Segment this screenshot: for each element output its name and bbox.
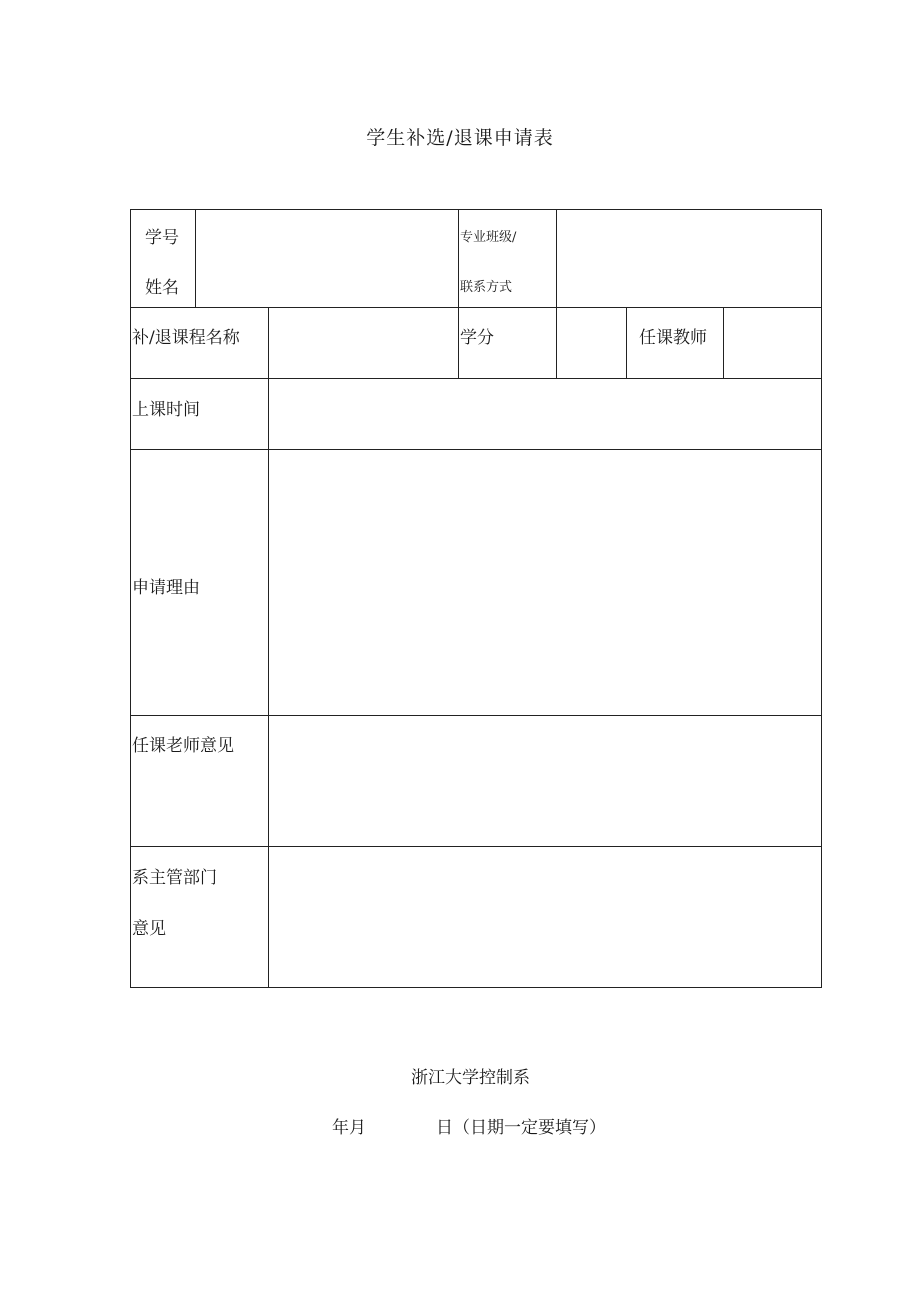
name-label: 姓名 bbox=[145, 278, 179, 298]
table-border-right bbox=[821, 209, 822, 988]
row-divider bbox=[130, 846, 822, 847]
application-form-table bbox=[130, 209, 822, 988]
form-title: 学生补选/退课申请表 bbox=[366, 127, 554, 149]
row-divider bbox=[130, 378, 822, 379]
table-border-bottom bbox=[130, 987, 822, 988]
row-divider bbox=[130, 449, 822, 450]
major-class-label: 专业班级/ bbox=[460, 230, 517, 245]
teacher-label: 任课教师 bbox=[639, 328, 707, 348]
column-divider bbox=[626, 307, 627, 378]
column-divider bbox=[556, 209, 557, 378]
contact-label: 联系方式 bbox=[460, 280, 513, 295]
student-id-label: 学号 bbox=[145, 228, 179, 248]
course-name-label: 补/退课程名称 bbox=[132, 328, 240, 348]
column-divider bbox=[458, 209, 459, 378]
credit-label: 学分 bbox=[460, 328, 494, 348]
dept-opinion-label-cont: 意见 bbox=[132, 919, 166, 939]
department-name: 浙江大学控制系 bbox=[411, 1068, 530, 1088]
date-year-month: 年月 bbox=[332, 1118, 366, 1138]
column-divider bbox=[723, 307, 724, 378]
table-border-left bbox=[130, 209, 131, 988]
teacher-opinion-label: 任课老师意见 bbox=[132, 736, 234, 756]
row-divider bbox=[130, 715, 822, 716]
column-divider bbox=[195, 209, 196, 307]
date-day-note: 日（日期一定要填写） bbox=[436, 1118, 606, 1138]
class-time-label: 上课时间 bbox=[132, 400, 200, 420]
dept-opinion-label: 系主管部门 bbox=[132, 868, 217, 888]
table-border-top bbox=[130, 209, 822, 210]
column-divider bbox=[268, 307, 269, 987]
row-divider bbox=[130, 307, 822, 308]
reason-label: 申请理由 bbox=[132, 578, 200, 598]
